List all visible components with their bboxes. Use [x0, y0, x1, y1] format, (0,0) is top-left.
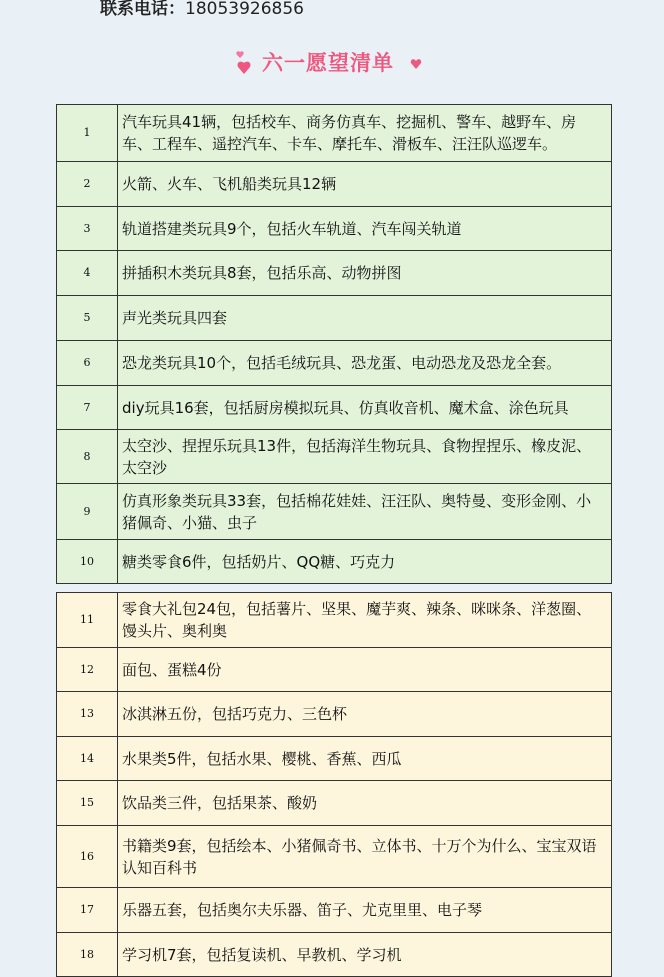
- table-row: [57, 386, 612, 430]
- row-text: 学习机7套，包括复读机、早教机、学习机: [118, 933, 612, 977]
- heart-icon: [410, 58, 422, 70]
- row-text: diy玩具16套，包括厨房模拟玩具、仿真收音机、魔术盒、涂色玩具: [118, 386, 612, 430]
- contact-phone: 18053926856: [185, 0, 304, 19]
- row-number: 14: [57, 737, 118, 781]
- row-number: 11: [57, 593, 118, 648]
- row-text: 饮品类三件，包括果茶、酸奶: [118, 781, 612, 826]
- row-number: 16: [57, 826, 118, 888]
- table-row: [57, 888, 612, 933]
- row-text: 太空沙、捏捏乐玩具13件，包括海洋生物玩具、食物捏捏乐、橡皮泥、太空沙: [118, 430, 612, 484]
- row-number: 3: [57, 207, 118, 251]
- row-text: 乐器五套，包括奥尔夫乐器、笛子、尤克里里、电子琴: [118, 888, 612, 933]
- row-number: 8: [57, 430, 118, 484]
- row-text: 轨道搭建类玩具9个，包括火车轨道、汽车闯关轨道: [118, 207, 612, 251]
- row-text: 零食大礼包24包，包括薯片、坚果、魔芋爽、辣条、咪咪条、洋葱圈、馒头片、奥利奥: [118, 593, 612, 648]
- row-number: 7: [57, 386, 118, 430]
- table-row: [57, 648, 612, 692]
- table-row: [57, 207, 612, 251]
- table-row: [57, 105, 612, 162]
- row-text: 面包、蛋糕4份: [118, 648, 612, 692]
- row-text: 冰淇淋五份，包括巧克力、三色杯: [118, 692, 612, 737]
- row-number: 13: [57, 692, 118, 737]
- title-row: [0, 46, 664, 82]
- table-row: [57, 593, 612, 648]
- row-number: 5: [57, 296, 118, 341]
- table-row: [57, 484, 612, 540]
- row-text: 火箭、火车、飞机船类玩具12辆: [118, 162, 612, 207]
- row-text: 拼插积木类玩具8套，包括乐高、动物拼图: [118, 251, 612, 296]
- table-row: [57, 933, 612, 977]
- table-row: [57, 826, 612, 888]
- table-row: [57, 737, 612, 781]
- row-text: 书籍类9套，包括绘本、小猪佩奇书、立体书、十万个为什么、宝宝双语认知百科书: [118, 826, 612, 888]
- heart-icon: [234, 50, 254, 78]
- page-title: 六一愿望清单: [262, 51, 394, 75]
- row-number: 10: [57, 540, 118, 584]
- contact-line: [100, 0, 304, 22]
- table-row: [57, 430, 612, 484]
- wish-table-food-books: [56, 592, 612, 977]
- row-number: 4: [57, 251, 118, 296]
- row-text: 恐龙类玩具10个，包括毛绒玩具、恐龙蛋、电动恐龙及恐龙全套。: [118, 341, 612, 386]
- row-text: 水果类5件，包括水果、樱桃、香蕉、西瓜: [118, 737, 612, 781]
- row-text: 糖类零食6件，包括奶片、QQ糖、巧克力: [118, 540, 612, 584]
- table-row: [57, 341, 612, 386]
- table-row: [57, 781, 612, 826]
- contact-label: 联系电话：: [100, 0, 185, 19]
- row-text: 声光类玩具四套: [118, 296, 612, 341]
- row-number: 17: [57, 888, 118, 933]
- row-number: 12: [57, 648, 118, 692]
- table-row: [57, 162, 612, 207]
- row-number: 18: [57, 933, 118, 977]
- row-number: 6: [57, 341, 118, 386]
- row-text: 汽车玩具41辆，包括校车、商务仿真车、挖掘机、警车、越野车、房车、工程车、遥控汽车、卡车、摩托车、滑板车、汪汪队巡逻车。: [118, 105, 612, 162]
- row-number: 2: [57, 162, 118, 207]
- row-number: 1: [57, 105, 118, 162]
- row-text: 仿真形象类玩具33套，包括棉花娃娃、汪汪队、奥特曼、变形金刚、小猪佩奇、小猫、虫子: [118, 484, 612, 540]
- wish-table-toys: [56, 104, 612, 584]
- table-row: [57, 692, 612, 737]
- table-row: [57, 251, 612, 296]
- row-number: 9: [57, 484, 118, 540]
- row-number: 15: [57, 781, 118, 826]
- table-row: [57, 296, 612, 341]
- table-row: [57, 540, 612, 584]
